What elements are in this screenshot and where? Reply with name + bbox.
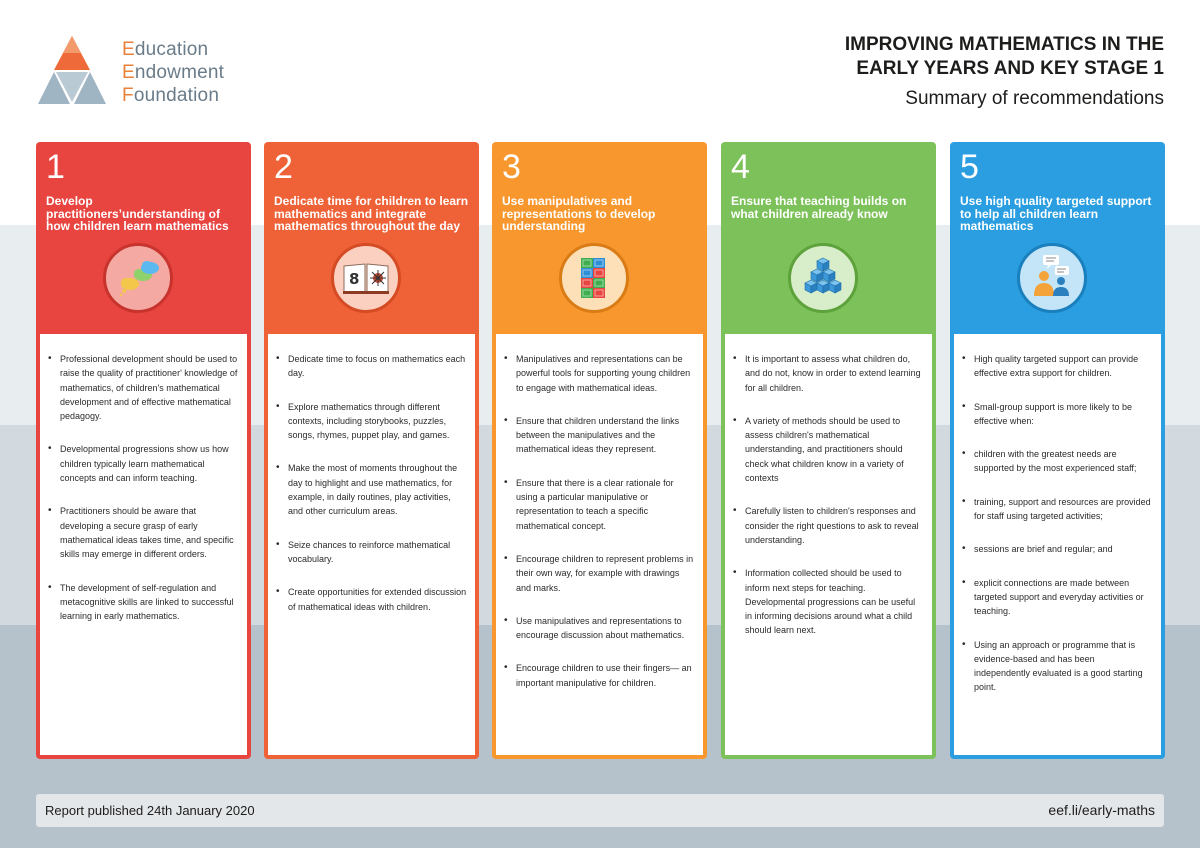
recommendation-card-3 bbox=[492, 142, 707, 759]
list-item: • Practitioners should be aware that developing a secure grasp of early mathematical ideas takes time, and specific skills may emerge in different orders. bbox=[40, 504, 247, 561]
recommendation-title: Ensure that teaching builds on what children already know bbox=[731, 194, 907, 221]
list-item: • Using an approach or programme that is evidence-based and has been independently evaluated is a good starting point. bbox=[954, 638, 1161, 695]
recommendation-points bbox=[40, 352, 247, 642]
list-item: • children with the greatest needs are supported by the most experienced staff; bbox=[954, 447, 1161, 476]
eef-logo[interactable] bbox=[36, 34, 236, 109]
list-item: • Ensure that children understand the links between the manipulatives and the mathematical ideas they represent. bbox=[496, 414, 703, 457]
list-item: • Encourage children to use their fingers— an important manipulative for children. bbox=[496, 661, 703, 690]
list-item: • Developmental progressions show us how children typically learn mathematical concepts and can inform teaching. bbox=[40, 442, 247, 485]
list-item: • Manipulatives and representations can be powerful tools for supporting young children to engage with mathematical ideas. bbox=[496, 352, 703, 395]
list-item: • Professional development should be used to raise the quality of practitioner' knowledge of mathematics, of children's mathematical development and of effective mathematical pedagogy. bbox=[40, 352, 247, 423]
report-link[interactable]: eef.li/early-maths bbox=[1048, 802, 1155, 818]
eef-triangle-logo-icon bbox=[36, 34, 108, 106]
recommendation-points bbox=[268, 352, 475, 633]
recommendation-card-1 bbox=[36, 142, 251, 759]
recommendation-points bbox=[954, 352, 1161, 714]
recommendation-number: 1 bbox=[46, 148, 65, 186]
recommendation-number: 2 bbox=[274, 148, 293, 186]
list-item: • Ensure that there is a clear rationale for using a particular manipulative or representation to teach a specific mathematical concept. bbox=[496, 476, 703, 533]
list-item: • Carefully listen to children's responses and consider the right questions to ask to reveal understanding. bbox=[725, 504, 932, 547]
eef-logo-wordmark: Education Endowment Foundation bbox=[122, 39, 225, 106]
recommendation-body bbox=[496, 334, 703, 755]
list-item: • Explore mathematics through different contexts, including storybooks, puzzles, songs, rhymes, puppet play, and games. bbox=[268, 400, 475, 443]
list-item: • Use manipulatives and representations to encourage discussion about mathematics. bbox=[496, 614, 703, 643]
recommendation-body bbox=[725, 334, 932, 755]
footer-bar bbox=[36, 794, 1164, 827]
svg-text:8: 8 bbox=[349, 270, 360, 288]
recommendation-number: 4 bbox=[731, 148, 750, 186]
small-group-icon bbox=[1017, 243, 1087, 313]
list-item: • A variety of methods should be used to assess children's mathematical understanding, and practitioners should check what children know in a variety of contexts bbox=[725, 414, 932, 485]
list-item: • explicit connections are made between targeted support and everyday activities or teaching. bbox=[954, 576, 1161, 619]
list-item: • Information collected should be used to inform next steps for teaching. Developmental progressions can be useful in informing decisions around what a child should learn next. bbox=[725, 566, 932, 637]
recommendation-title: Develop practitioners’understanding of how children learn mathematics bbox=[46, 194, 229, 233]
document-subtitle: Summary of recommendations bbox=[905, 88, 1164, 109]
recommendation-title: Use high quality targeted support to help all children learn mathematics bbox=[960, 194, 1152, 233]
list-item: • Small-group support is more likely to be effective when: bbox=[954, 400, 1161, 429]
document-title bbox=[744, 33, 1164, 81]
stacked-blocks-icon bbox=[788, 243, 858, 313]
list-item: • Create opportunities for extended discussion of mathematical ideas with children. bbox=[268, 585, 475, 614]
list-item: • The development of self-regulation and metacognitive skills are linked to successful learning in early mathematics. bbox=[40, 581, 247, 624]
list-item: • High quality targeted support can provide effective extra support for children. bbox=[954, 352, 1161, 381]
list-item: • It is important to assess what children do, and do not, know in order to extend learning for all children. bbox=[725, 352, 932, 395]
storybook-icon bbox=[331, 243, 401, 313]
recommendation-body bbox=[954, 334, 1161, 755]
recommendation-body bbox=[40, 334, 247, 755]
document-title-line-2: EARLY YEARS AND KEY STAGE 1 bbox=[856, 58, 1164, 79]
list-item: • Make the most of moments throughout the day to highlight and use mathematics, for example, in daily routines, play activities, and other curriculum areas. bbox=[268, 461, 475, 518]
recommendation-title: Dedicate time for children to learn mathematics and integrate mathematics throughout the day bbox=[274, 194, 469, 233]
list-item: • Seize chances to reinforce mathematical vocabulary. bbox=[268, 538, 475, 567]
recommendation-points bbox=[496, 352, 703, 709]
recommendation-points bbox=[725, 352, 932, 657]
recommendation-card-5 bbox=[950, 142, 1165, 759]
thought-bubbles-icon bbox=[103, 243, 173, 313]
list-item: • training, support and resources are provided for staff using targeted activities; bbox=[954, 495, 1161, 524]
list-item: • sessions are brief and regular; and bbox=[954, 542, 1161, 556]
recommendation-card-4 bbox=[721, 142, 936, 759]
recommendation-body bbox=[268, 334, 475, 755]
recommendation-number: 5 bbox=[960, 148, 979, 186]
publication-date: Report published 24th January 2020 bbox=[45, 803, 255, 818]
list-item: • Dedicate time to focus on mathematics each day. bbox=[268, 352, 475, 381]
document-title-line-1: IMPROVING MATHEMATICS IN THE bbox=[844, 34, 1164, 55]
recommendation-title: Use manipulatives and representations to develop understanding bbox=[502, 194, 656, 233]
linking-cubes-icon bbox=[559, 243, 629, 313]
list-item: • Encourage children to represent problems in their own way, for example with drawings and marks. bbox=[496, 552, 703, 595]
recommendation-number: 3 bbox=[502, 148, 521, 186]
recommendation-card-2 bbox=[264, 142, 479, 759]
